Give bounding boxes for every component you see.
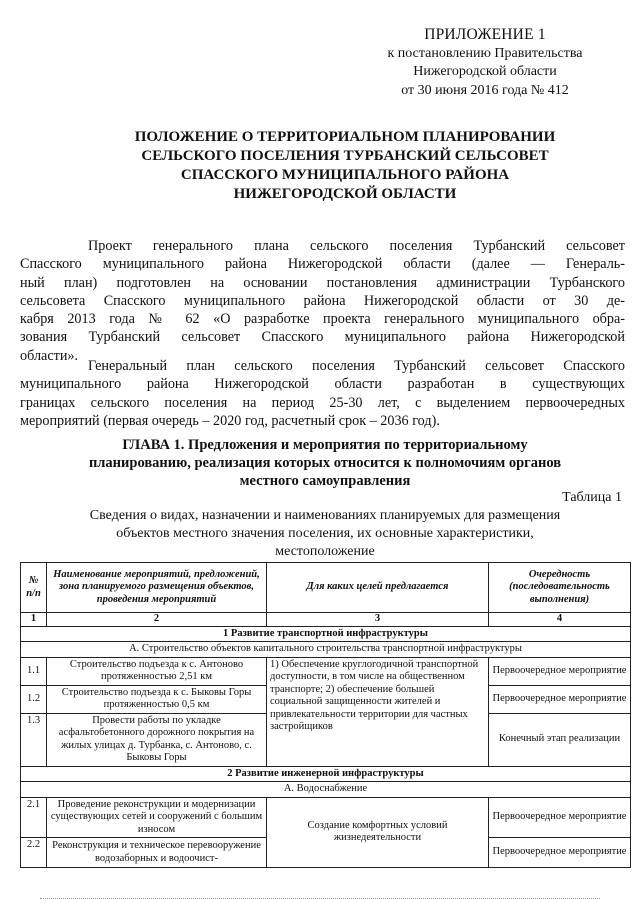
paragraph-line: Спасского муниципального района Нижегородской области (далее — Генераль-: [20, 256, 625, 273]
column-numbers-row: [21, 613, 631, 627]
row-name: Строительство подъезда к с. Антоново протяженностью 2,51 км: [47, 657, 267, 685]
paragraph-line: Генеральный план сельского поселения Турбанский сельсовет Спасского: [88, 358, 625, 374]
appendix-line-3: от 30 июня 2016 года № 412: [401, 82, 569, 98]
subsection-title: А. Водоснабжение: [21, 782, 631, 798]
column-number: 2: [47, 613, 267, 627]
table-caption-line: Сведения о видах, назначении и наименованиях планируемых для размещения: [89, 508, 561, 523]
row-order: Первоочередное мероприятие: [489, 657, 631, 685]
subsection-title: А. Строительство объектов капитального строительства транспортной инфраструктуры: [21, 642, 631, 658]
row-name: Реконструкция и техническое перевооружение водозаборных и водоочист-: [47, 838, 267, 868]
table-row: [21, 657, 631, 685]
row-num: 1.1: [21, 657, 47, 685]
chapter-heading-line: местного самоуправления: [239, 473, 411, 489]
column-number: 3: [267, 613, 489, 627]
row-num: 1.2: [21, 685, 47, 713]
paragraph-general-plan: [20, 357, 625, 430]
document-title-line: ПОЛОЖЕНИЕ О ТЕРРИТОРИАЛЬНОМ ПЛАНИРОВАНИИ: [134, 129, 556, 145]
table-caption-line: объектов местного значения поселения, их основные характеристики,: [116, 526, 534, 541]
appendix-line-1: к постановлению Правительства: [387, 45, 583, 61]
appendix-title: ПРИЛОЖЕНИЕ 1: [424, 26, 546, 43]
appendix-line-2: Нижегородской области: [413, 64, 557, 79]
page-bottom-divider: [40, 898, 600, 899]
chapter-heading-line: планированию, реализация которых относится к полномочиям органов: [88, 455, 562, 471]
row-num: 2.2: [21, 838, 47, 868]
row-name: Проведение реконструкции и модернизации существующих сетей и сооружений с большим износом: [47, 797, 267, 838]
header-purpose: Для каких целей предлагается: [267, 563, 489, 613]
table-row: [21, 797, 631, 838]
paragraph-line: сельсовета Спасского муниципального района Нижегородской области от 30 де-: [20, 292, 625, 309]
section-row: [21, 626, 631, 642]
appendix-header: [355, 26, 615, 100]
chapter-heading: [30, 436, 620, 490]
column-number: 4: [489, 613, 631, 627]
header-name: Наименование мероприятий, предложений, зона планируемого размещения объектов, проведения мероприятий: [47, 563, 267, 613]
paragraph-line: зования Турбанский сельсовет Спасского муниципального района Нижегородской: [20, 329, 625, 346]
table-number: Таблица 1: [562, 490, 622, 505]
paragraph-intro: [20, 237, 625, 365]
paragraph-line: области».: [20, 347, 79, 364]
subsection-row: [21, 782, 631, 798]
paragraph-line: границах сельского поселения на период 25-30 лет, с выделением первоочередных: [20, 394, 625, 411]
paragraph-line: муниципального района Нижегородской области разработан в существующих: [20, 376, 625, 393]
row-order: Первоочередное мероприятие: [489, 685, 631, 713]
row-purpose: 1) Обеспечение круглогодичной транспортной доступности, в том числе на общественном транспорте; 2) обеспечение большей социальной защищенности жителей и привлекательности территории для частных застройщиков: [267, 657, 489, 766]
row-order: Конечный этап реализации: [489, 713, 631, 766]
row-name: Провести работы по укладке асфальтобетонного дорожного покрытия на жилых улицах д. Турбанка, с. Антоново, с. Быковы Горы: [47, 713, 267, 766]
document-title-line: НИЖЕГОРОДСКОЙ ОБЛАСТИ: [233, 186, 457, 202]
document-title: [60, 128, 630, 204]
header-order: Очередность (последовательность выполнения): [489, 563, 631, 613]
row-name: Строительство подъезда к с. Быковы Горы протяженностью 0,5 км: [47, 685, 267, 713]
paragraph-line: мероприятий (первая очередь – 2020 год, расчетный срок – 2036 год).: [20, 412, 440, 429]
paragraph-line: кабря 2013 года № 62 «О разработке проекта генерального муниципального обра-: [20, 311, 625, 328]
row-order: Первоочередное мероприятие: [489, 797, 631, 838]
document-title-line: СПАССКОГО МУНИЦИПАЛЬНОГО РАЙОНА: [180, 167, 510, 183]
section-title: 1 Развитие транспортной инфраструктуры: [21, 626, 631, 642]
row-order: Первоочередное мероприятие: [489, 838, 631, 868]
row-num: 1.3: [21, 713, 47, 766]
paragraph-line: ный план) подготовлен на основании постановления администрации Турбанского: [20, 274, 625, 291]
subsection-row: [21, 642, 631, 658]
column-number: 1: [21, 613, 47, 627]
section-title: 2 Развитие инженерной инфраструктуры: [21, 766, 631, 782]
section-row: [21, 766, 631, 782]
row-purpose: Создание комфортных условий жизнедеятельности: [267, 797, 489, 868]
table-caption-line: местоположение: [275, 544, 375, 559]
row-num: 2.1: [21, 797, 47, 838]
table-header-row: [21, 563, 631, 613]
table-caption: [25, 507, 625, 561]
planning-table: [20, 562, 631, 868]
document-title-line: СЕЛЬСКОГО ПОСЕЛЕНИЯ ТУРБАНСКИЙ СЕЛЬСОВЕТ: [141, 148, 549, 164]
paragraph-line: Проект генерального плана сельского поселения Турбанский сельсовет: [88, 238, 625, 254]
header-num: № п/п: [21, 563, 47, 613]
chapter-heading-line: ГЛАВА 1. Предложения и мероприятия по территориальному: [122, 437, 528, 453]
